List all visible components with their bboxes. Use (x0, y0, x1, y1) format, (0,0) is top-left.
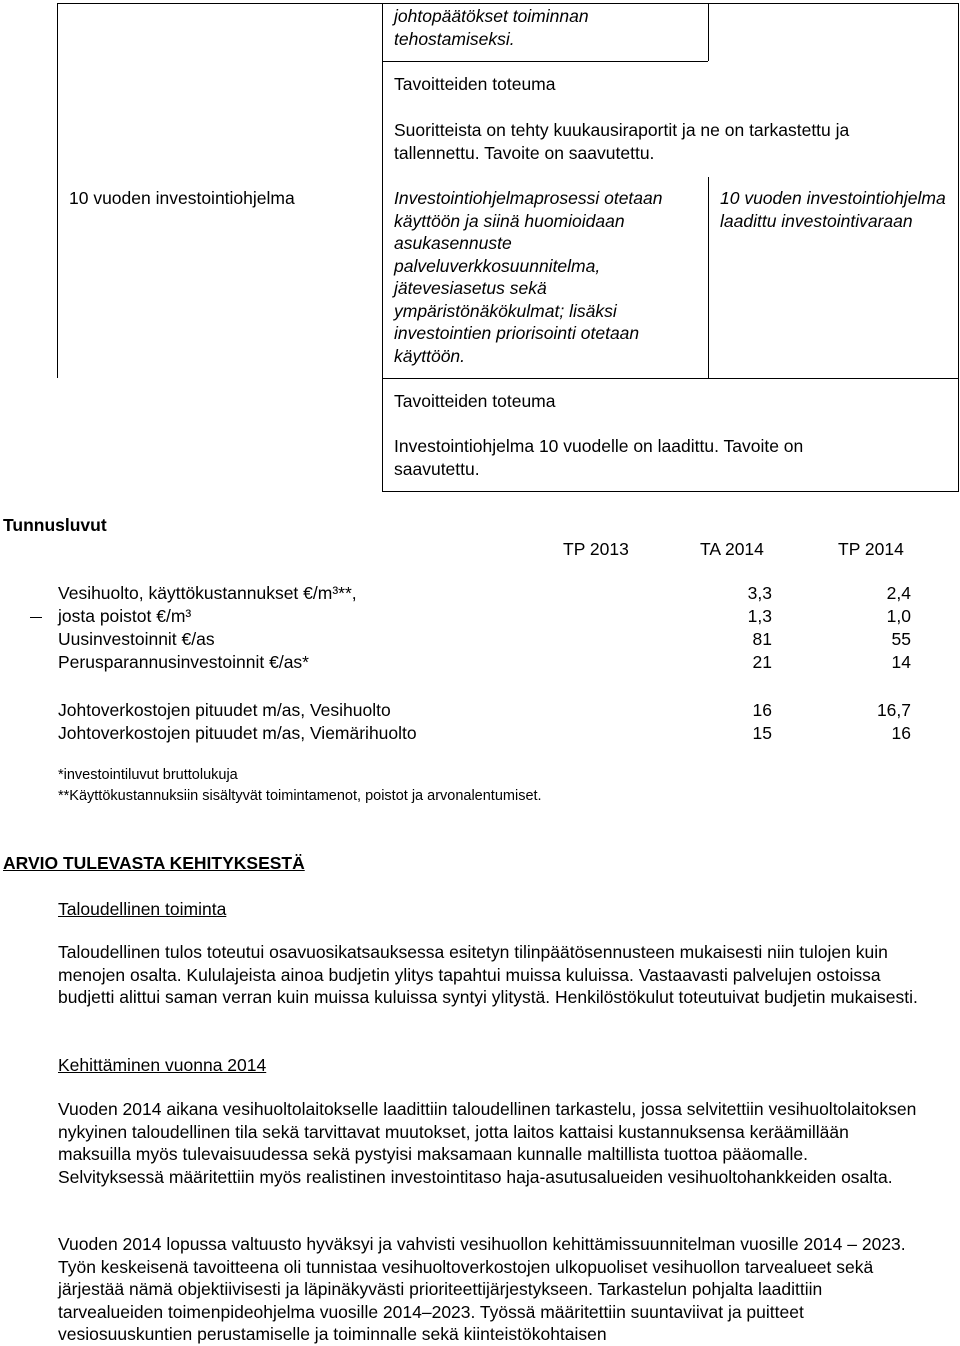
table-divider-row0 (383, 61, 708, 62)
row1-col2-text: Investointiohjelmaprosessi otetaan käyttöön ja siinä huomioidaan asukasennuste palveluverkkosuunnitelma, jätevesiasetus sekä ympäristönäkökulmat; lisäksi investointien priorisointi otetaan käyttöön. (394, 188, 663, 366)
kpi-header-tp2013: TP 2013 (563, 539, 629, 559)
table-border-left (57, 3, 58, 378)
kpi-row-label: Vesihuolto, käyttökustannukset €/m³**, (58, 583, 357, 603)
table-col-divider-2-top (708, 3, 709, 61)
kpi-row-label: Johtoverkostojen pituudet m/as, Vesihuolto (58, 700, 391, 720)
kpi-footnote-2: **Käyttökustannuksiin sisältyvät toimintamenot, poistot ja arvonalentumiset. (58, 788, 542, 804)
kpi-row-ta2014: 3,3 (747, 583, 772, 603)
kpi-title: Tunnusluvut (3, 515, 107, 535)
dash-bullet-icon (30, 617, 42, 618)
kpi-row-label: Perusparannusinvestoinnit €/as* (58, 652, 309, 672)
kpi-footnote-1: *investointiluvut bruttolukuja (58, 767, 238, 783)
kpi-row-tp2014: 16 (891, 723, 911, 743)
kpi-row-label: Johtoverkostojen pituudet m/as, Viemärihuolto (58, 723, 417, 743)
kpi-row-ta2014: 21 (752, 652, 772, 672)
row1-col3-text: 10 vuoden investointiohjelma laadittu investointivaraan (720, 188, 946, 231)
table-border-bottom (382, 491, 959, 492)
kpi-row-tp2014: 2,4 (886, 583, 911, 603)
section2-paragraph-2: Vuoden 2014 lopussa valtuusto hyväksyi ja vahvisti vesihuollon kehittämissuunnitelman vuosille 2014 – 2023. Työn keskeisenä tavoitteena oli tunnistaa vesihuoltoverkostojen ulkopuoliset vesihuollon tarvealueet sekä järjestää nämä objektiivisesti ja läpinäkyvästi prioriteettijärjestykseen. Tarkastelun pohjalta laadittiin tarvealueiden toimenpideohjelma vuosille 2014–2023. Työssä määritettiin suuntaviivat ja puitteet vesiosuuskuntien perustamiselle ja toiminnalle sekä kiinteistökohtaisen (58, 1234, 906, 1344)
section1-heading: Taloudellinen toiminta (58, 899, 227, 919)
table-col-divider-1 (382, 3, 383, 491)
kpi-row-label: Uusinvestoinnit €/as (58, 629, 215, 649)
kpi-row-label: josta poistot €/m³ (58, 606, 192, 626)
section2-heading: Kehittäminen vuonna 2014 (58, 1055, 267, 1075)
kpi-row-tp2014: 1,0 (886, 606, 911, 626)
row0-col2-text: johtopäätökset toiminnan tehostamiseksi. (394, 6, 589, 49)
table-border-top (57, 3, 959, 4)
achievement1-text: Suoritteista on tehty kuukausiraportit ja ne on tarkastettu ja tallennettu. Tavoite on saavutettu. (394, 120, 850, 163)
kpi-header-tp2014: TP 2014 (838, 539, 904, 559)
table-divider-row1 (383, 378, 959, 379)
kpi-row-tp2014: 55 (891, 629, 911, 649)
table-border-right (958, 3, 959, 491)
achievement2-text: Investointiohjelma 10 vuodelle on laadittu. Tavoite on saavutettu. (394, 436, 804, 479)
achievement1-heading: Tavoitteiden toteuma (394, 74, 556, 94)
kpi-row-ta2014: 16 (752, 700, 772, 720)
table-col-divider-2-mid (708, 177, 709, 378)
achievement2-heading: Tavoitteiden toteuma (394, 391, 556, 411)
kpi-header-ta2014: TA 2014 (700, 539, 764, 559)
kpi-row-ta2014: 81 (752, 629, 772, 649)
kpi-row-ta2014: 1,3 (747, 606, 772, 626)
section1-text: Taloudellinen tulos toteutui osavuosikatsauksessa esitetyn tilinpäätösennusteen mukaisesti niin tulojen kuin menojen osalta. Kululajeista ainoa budjetin ylitys tapahtui muissa kuluissa. Vastaavasti palvelujen ostoissa budjetti alittui saman verran kuin muissa kuluissa syntyi ylitystä. Henkilöstökulut toteutuivat budjetin mukaisesti. (58, 942, 918, 1007)
kpi-row-tp2014: 14 (891, 652, 911, 672)
kpi-row-ta2014: 15 (752, 723, 772, 743)
section2-paragraph-1: Vuoden 2014 aikana vesihuoltolaitokselle laadittiin taloudellinen tarkastelu, jossa selvitettiin vesihuoltolaitoksen nykyinen taloudellinen tila sekä tarvittavat muutokset, jotta laitos kattaisi kustannuksensa keräämillään maksuilla myös tulevaisuudessa sekä pystyisi maksamaan kunnalle maltillista tuottoa pääomalle. Selvityksessä määritettiin myös realistinen investointitaso haja-asutusalueiden vesihuoltohankkeiden osalta. (58, 1099, 917, 1187)
row1-col1-text: 10 vuoden investointiohjelma (69, 188, 295, 208)
kpi-row-tp2014: 16,7 (876, 700, 911, 720)
outlook-title: ARVIO TULEVASTA KEHITYKSESTÄ (3, 853, 305, 873)
